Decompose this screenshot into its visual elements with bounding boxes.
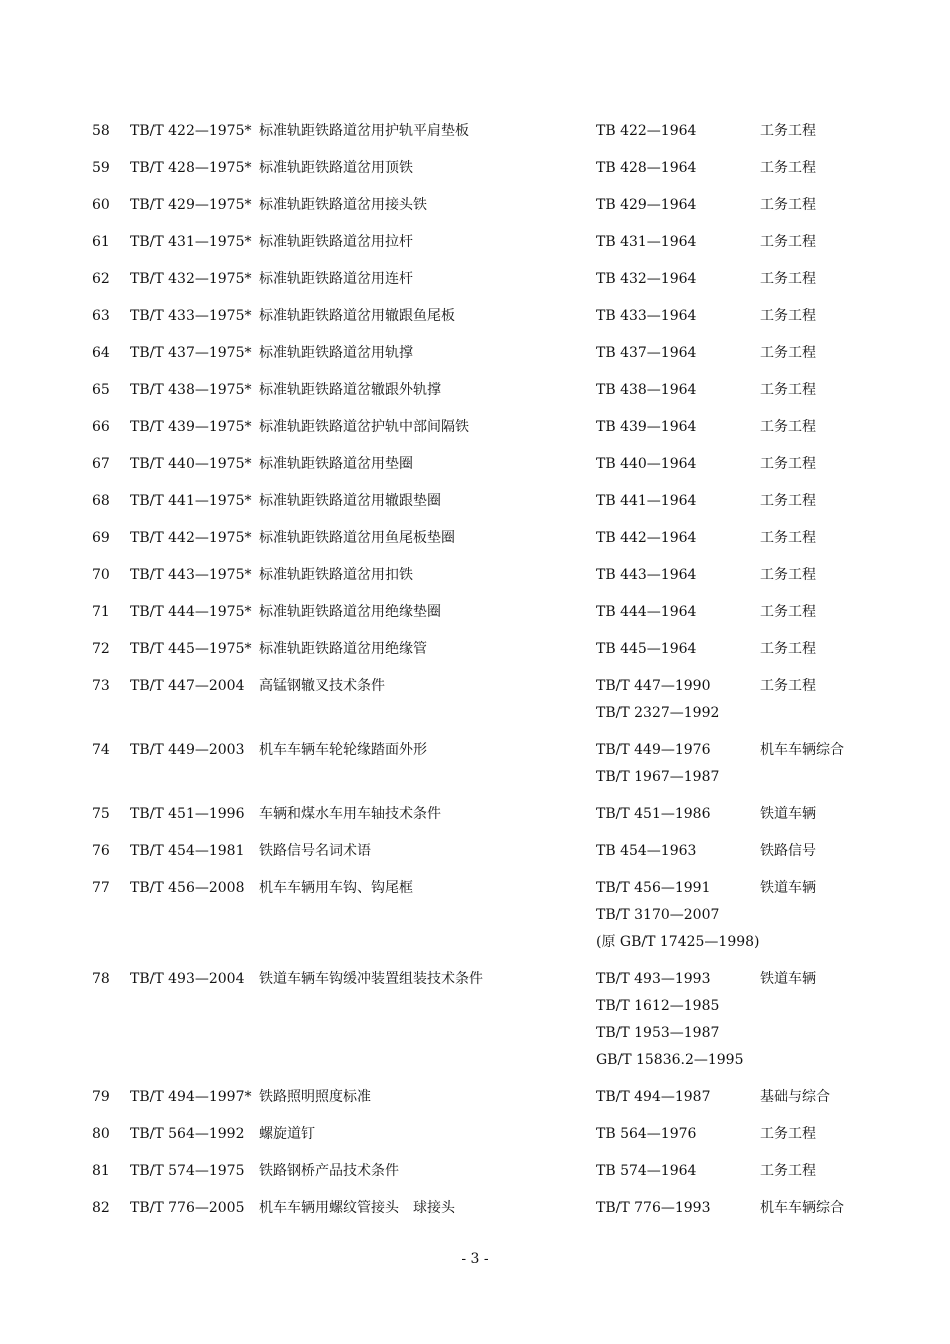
replaced-standards [596, 192, 696, 219]
replaced-standards [596, 155, 696, 182]
row-number: 70 [92, 567, 110, 583]
standard-title: 铁道车辆车钩缓冲装置组装技术条件 [259, 971, 483, 987]
replaced-standard: TB/T 447—1990 [596, 678, 711, 694]
standard-code: TB/T 776—2005 [130, 1200, 245, 1216]
row-number: 78 [92, 971, 110, 987]
table-row [0, 562, 950, 599]
replaced-standards [596, 414, 696, 441]
replaced-standard: TB 433—1964 [596, 308, 697, 324]
row-number: 81 [92, 1163, 110, 1179]
replaced-standard: TB/T 456—1991 [596, 880, 711, 896]
table-row [0, 118, 950, 155]
standard-title: 标准轨距铁路道岔用轨撑 [259, 345, 413, 361]
standard-code: TB/T 494—1997* [130, 1089, 252, 1105]
row-number: 58 [92, 123, 110, 139]
standard-code: TB/T 444—1975* [130, 604, 252, 620]
standard-title: 标准轨距铁路道岔辙跟外轨撑 [259, 382, 441, 398]
row-number: 74 [92, 742, 110, 758]
standard-code: TB/T 433—1975* [130, 308, 252, 324]
standard-title: 铁路照明照度标准 [259, 1089, 371, 1105]
category: 工务工程 [760, 123, 816, 139]
category: 工务工程 [760, 160, 816, 176]
replaced-standard: TB 422—1964 [596, 123, 697, 139]
category: 铁道车辆 [760, 806, 816, 822]
replaced-standard: TB 431—1964 [596, 234, 697, 250]
standard-title: 机车车辆车轮轮缘踏面外形 [259, 742, 427, 758]
row-number: 66 [92, 419, 110, 435]
replaced-standards [596, 377, 696, 404]
standard-title: 标准轨距铁路道岔用拉杆 [259, 234, 413, 250]
row-number: 62 [92, 271, 110, 287]
replaced-standard: TB/T 1612—1985 [596, 998, 720, 1014]
table-row [0, 838, 950, 875]
standard-title: 铁路信号名词术语 [259, 843, 371, 859]
replaced-standards [596, 303, 696, 330]
category: 工务工程 [760, 1126, 816, 1142]
row-number: 82 [92, 1200, 110, 1216]
standard-code: TB/T 493—2004 [130, 971, 245, 987]
standard-title: 机车车辆用车钩、钩尾框 [259, 880, 413, 896]
row-number: 59 [92, 160, 110, 176]
table-row [0, 377, 950, 414]
replaced-standards [596, 451, 696, 478]
table-row [0, 636, 950, 673]
replaced-standard: TB 438—1964 [596, 382, 697, 398]
replaced-standard: TB 432—1964 [596, 271, 697, 287]
replaced-standard: TB 440—1964 [596, 456, 697, 472]
standard-title: 标准轨距铁路道岔用连杆 [259, 271, 413, 287]
standard-code: TB/T 438—1975* [130, 382, 252, 398]
standard-code: TB/T 449—2003 [130, 742, 245, 758]
row-number: 79 [92, 1089, 110, 1105]
standard-title: 标准轨距铁路道岔用垫圈 [259, 456, 413, 472]
table-row [0, 737, 950, 801]
standard-code: TB/T 451—1996 [130, 806, 245, 822]
standard-title: 标准轨距铁路道岔用顶铁 [259, 160, 413, 176]
standard-code: TB/T 432—1975* [130, 271, 252, 287]
row-number: 73 [92, 678, 110, 694]
replaced-standard: TB 445—1964 [596, 641, 697, 657]
category: 工务工程 [760, 530, 816, 546]
replaced-standard: TB/T 494—1987 [596, 1089, 711, 1105]
replaced-standards [596, 1084, 710, 1111]
table-row [0, 1158, 950, 1195]
table-row [0, 1121, 950, 1158]
standard-title: 标准轨距铁路道岔用接头铁 [259, 197, 427, 213]
replaced-standards [596, 875, 760, 956]
standard-code: TB/T 447—2004 [130, 678, 245, 694]
table-row [0, 451, 950, 488]
category: 工务工程 [760, 567, 816, 583]
replaced-standards [596, 1158, 696, 1185]
category: 基础与综合 [760, 1089, 830, 1105]
standard-code: TB/T 429—1975* [130, 197, 252, 213]
standard-code: TB/T 443—1975* [130, 567, 252, 583]
standard-code: TB/T 574—1975 [130, 1163, 245, 1179]
replaced-standard: TB 443—1964 [596, 567, 697, 583]
replaced-standard: TB 442—1964 [596, 530, 697, 546]
replaced-standard: TB 444—1964 [596, 604, 697, 620]
row-number: 67 [92, 456, 110, 472]
row-number: 60 [92, 197, 110, 213]
category: 铁道车辆 [760, 880, 816, 896]
replaced-standard: TB/T 493—1993 [596, 971, 711, 987]
replaced-standards [596, 966, 744, 1074]
row-number: 68 [92, 493, 110, 509]
standard-code: TB/T 442—1975* [130, 530, 252, 546]
category: 机车车辆综合 [760, 742, 844, 758]
replaced-standard: TB/T 776—1993 [596, 1200, 711, 1216]
replaced-standards [596, 838, 696, 865]
standard-code: TB/T 428—1975* [130, 160, 252, 176]
category: 工务工程 [760, 641, 816, 657]
standard-title: 机车车辆用螺纹管接头 球接头 [259, 1200, 455, 1216]
replaced-standards [596, 636, 696, 663]
replaced-standard: TB/T 1967—1987 [596, 769, 720, 785]
standard-code: TB/T 422—1975* [130, 123, 252, 139]
replaced-standards [596, 673, 719, 727]
page-number: - 3 - [461, 1251, 489, 1267]
standard-title: 车辆和煤水车用车轴技术条件 [259, 806, 441, 822]
row-number: 63 [92, 308, 110, 324]
replaced-standards [596, 340, 696, 367]
standard-code: TB/T 564—1992 [130, 1126, 245, 1142]
standard-title: 标准轨距铁路道岔用绝缘管 [259, 641, 427, 657]
category: 工务工程 [760, 493, 816, 509]
standard-title: 标准轨距铁路道岔用绝缘垫圈 [259, 604, 441, 620]
standard-code: TB/T 431—1975* [130, 234, 252, 250]
table-row [0, 229, 950, 266]
row-number: 65 [92, 382, 110, 398]
row-number: 76 [92, 843, 110, 859]
table-row [0, 192, 950, 229]
standard-title: 铁路钢桥产品技术条件 [259, 1163, 399, 1179]
table-row [0, 875, 950, 966]
standard-title: 标准轨距铁路道岔用辙跟垫圈 [259, 493, 441, 509]
standards-table [0, 118, 950, 1232]
replaced-standards [596, 118, 696, 145]
replaced-standards [596, 1121, 696, 1148]
replaced-standards [596, 801, 710, 828]
replaced-standards [596, 266, 696, 293]
category: 工务工程 [760, 419, 816, 435]
replaced-standard: TB/T 451—1986 [596, 806, 711, 822]
replaced-standard: TB/T 449—1976 [596, 742, 711, 758]
standard-code: TB/T 441—1975* [130, 493, 252, 509]
category: 机车车辆综合 [760, 1200, 844, 1216]
replaced-standards [596, 488, 696, 515]
replaced-standards [596, 1195, 710, 1222]
standard-code: TB/T 437—1975* [130, 345, 252, 361]
replaced-standard: TB 441—1964 [596, 493, 697, 509]
table-row [0, 801, 950, 838]
row-number: 71 [92, 604, 110, 620]
category: 工务工程 [760, 308, 816, 324]
standard-title: 标准轨距铁路道岔用扣铁 [259, 567, 413, 583]
replaced-standards [596, 562, 696, 589]
table-row [0, 673, 950, 737]
standard-title: 标准轨距铁路道岔用辙跟鱼尾板 [259, 308, 455, 324]
table-row [0, 488, 950, 525]
category: 工务工程 [760, 678, 816, 694]
replaced-standard: TB 437—1964 [596, 345, 697, 361]
row-number: 72 [92, 641, 110, 657]
table-row [0, 303, 950, 340]
replaced-standards [596, 525, 696, 552]
table-row [0, 155, 950, 192]
standard-title: 标准轨距铁路道岔用鱼尾板垫圈 [259, 530, 455, 546]
table-row [0, 525, 950, 562]
row-number: 77 [92, 880, 110, 896]
table-row [0, 966, 950, 1084]
replaced-standard: TB/T 2327—1992 [596, 705, 720, 721]
standard-title: 高锰钢辙叉技术条件 [259, 678, 385, 694]
standard-code: TB/T 440—1975* [130, 456, 252, 472]
category: 工务工程 [760, 456, 816, 472]
category: 工务工程 [760, 271, 816, 287]
category: 工务工程 [760, 382, 816, 398]
standard-code: TB/T 439—1975* [130, 419, 252, 435]
table-row [0, 414, 950, 451]
table-row [0, 340, 950, 377]
standard-title: 标准轨距铁路道岔护轨中部间隔铁 [259, 419, 469, 435]
standard-code: TB/T 445—1975* [130, 641, 252, 657]
category: 工务工程 [760, 345, 816, 361]
replaced-standards [596, 229, 696, 256]
row-number: 75 [92, 806, 110, 822]
table-row [0, 1195, 950, 1232]
category: 工务工程 [760, 197, 816, 213]
standard-title: 螺旋道钉 [259, 1126, 315, 1142]
replaced-standard: TB 454—1963 [596, 843, 697, 859]
replaced-standard: TB/T 3170—2007 [596, 907, 720, 923]
category: 工务工程 [760, 1163, 816, 1179]
standard-code: TB/T 454—1981 [130, 843, 245, 859]
replaced-standard: TB 564—1976 [596, 1126, 697, 1142]
replaced-standard: GB/T 15836.2—1995 [596, 1052, 744, 1068]
category: 工务工程 [760, 234, 816, 250]
replaced-standard: (原 GB/T 17425—1998) [596, 934, 760, 950]
table-row [0, 1084, 950, 1121]
category: 铁道车辆 [760, 971, 816, 987]
table-row [0, 599, 950, 636]
replaced-standard: TB/T 1953—1987 [596, 1025, 720, 1041]
standard-title: 标准轨距铁路道岔用护轨平肩垫板 [259, 123, 469, 139]
standard-code: TB/T 456—2008 [130, 880, 245, 896]
row-number: 80 [92, 1126, 110, 1142]
row-number: 61 [92, 234, 110, 250]
row-number: 69 [92, 530, 110, 546]
category: 工务工程 [760, 604, 816, 620]
replaced-standard: TB 428—1964 [596, 160, 697, 176]
replaced-standards [596, 599, 696, 626]
replaced-standard: TB 439—1964 [596, 419, 697, 435]
replaced-standard: TB 429—1964 [596, 197, 697, 213]
replaced-standards [596, 737, 719, 791]
table-row [0, 266, 950, 303]
category: 铁路信号 [760, 843, 816, 859]
row-number: 64 [92, 345, 110, 361]
replaced-standard: TB 574—1964 [596, 1163, 697, 1179]
